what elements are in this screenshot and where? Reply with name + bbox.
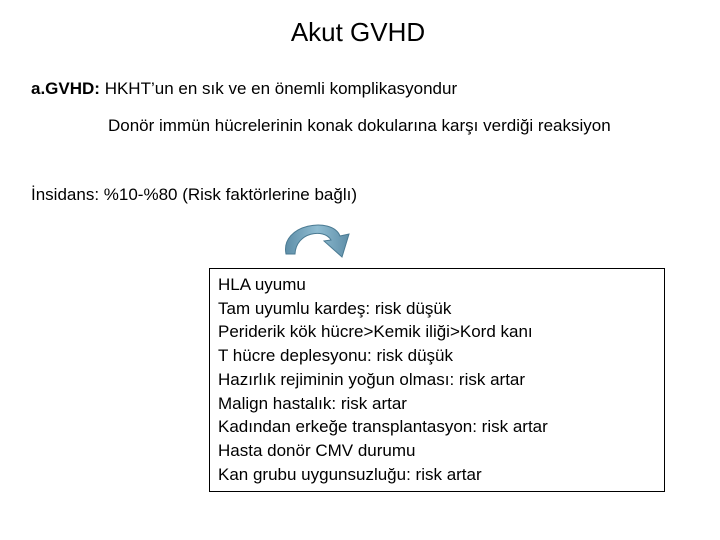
risk-factor-item: Periderik kök hücre>Kemik iliği>Kord kanı bbox=[218, 322, 533, 342]
risk-factor-item: Kadından erkeğe transplantasyon: risk artar bbox=[218, 417, 548, 437]
risk-factor-item: T hücre deplesyonu: risk düşük bbox=[218, 346, 453, 366]
definition-text: HKHT’un en sık ve en önemli komplikasyondur bbox=[99, 79, 458, 98]
risk-factor-item: Hazırlık rejiminin yoğun olması: risk artar bbox=[218, 369, 526, 389]
incidence-line bbox=[31, 184, 357, 206]
risk-factor-item: Tam uyumlu kardeş: risk düşük bbox=[218, 298, 452, 318]
incidence-text: : %10-%80 (Risk faktörlerine bağlı) bbox=[94, 185, 357, 204]
risk-factor-item: Kan grubu uygunsuzluğu: risk artar bbox=[218, 464, 482, 484]
risk-factor-item: Malign hastalık: risk artar bbox=[218, 393, 407, 413]
slide-title: Akut GVHD bbox=[290, 17, 426, 47]
risk-factor-item: Hasta donör CMV durumu bbox=[218, 440, 416, 460]
description-line: Donör immün hücrelerinin konak dokularına karşı verdiği reaksiyon bbox=[108, 116, 611, 135]
risk-factors-box bbox=[209, 268, 665, 492]
definition-line bbox=[31, 78, 457, 100]
incidence-label: İnsidans bbox=[31, 185, 95, 204]
definition-label: a.GVHD: bbox=[31, 79, 100, 98]
curved-down-arrow-icon bbox=[276, 214, 366, 266]
risk-factor-item: HLA uyumu bbox=[218, 275, 306, 294]
